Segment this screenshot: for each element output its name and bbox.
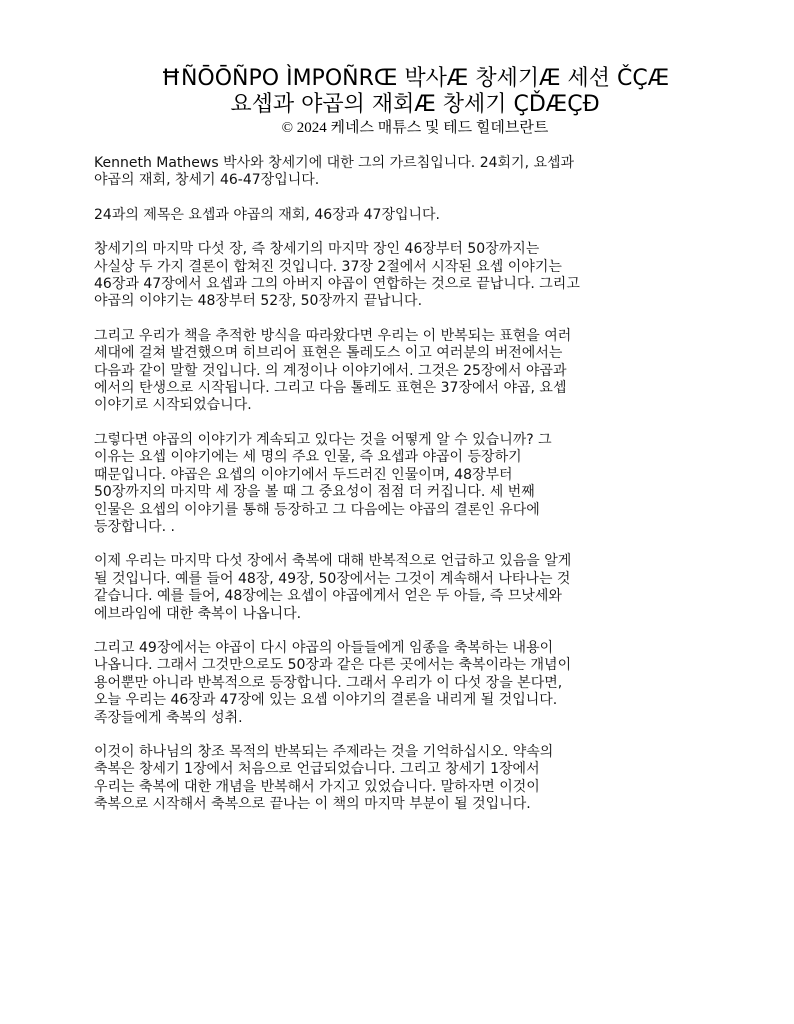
text-line: 우리는 축복에 대한 개념을 반복해서 가지고 있었습니다. 말하자면 이것이	[94, 778, 540, 795]
text-line: 때문입니다. 야곱은 요셉의 이야기에서 두드러진 인물이며, 48장부터	[94, 466, 513, 483]
text-line: 등장합니다. .	[94, 518, 175, 535]
text-line: 사실상 두 가지 결론이 합쳐진 것입니다. 37장 2절에서 시작된 요셉 이야기는	[94, 258, 562, 275]
text-line: 50장까지의 마지막 세 장을 볼 때 그 중요성이 점점 더 커집니다. 세 번째	[94, 484, 535, 501]
text-line: 이유는 요셉 이야기에는 세 명의 주요 인물, 즉 요셉과 야곱이 등장하기	[94, 449, 522, 466]
text-line: 같습니다. 예를 들어, 48장에는 요셉이 야곱에게서 얻은 두 아들, 즉 므낫세와	[94, 588, 562, 605]
text-line: 나옵니다. 그래서 그것만으로도 50장과 같은 다른 곳에서는 축복이라는 개념이	[94, 657, 572, 674]
paragraph-5	[94, 432, 684, 536]
text-line: 에브라임에 대한 축복이 나옵니다.	[94, 605, 302, 622]
text-line: 야곱의 이야기는 48장부터 52장, 50장까지 끝납니다.	[94, 293, 423, 310]
paragraph-7	[94, 640, 684, 727]
paragraph-1	[94, 155, 684, 190]
text-line: 축복은 창세기 1장에서 처음으로 언급되었습니다. 그리고 창세기 1장에서	[94, 761, 540, 778]
text-line: 24과의 제목은 요셉과 야곱의 재회, 46장과 47장입니다.	[94, 206, 440, 223]
paragraph-2	[94, 207, 684, 224]
text-line: 에서의 탄생으로 시작됩니다. 그리고 다음 톨레도 표현은 37장에서 야곱, 요셉	[94, 380, 567, 397]
text-line: 인물은 요셉의 이야기를 통해 등장하고 그 다음에는 야곱의 결론인 유다에	[94, 501, 540, 518]
text-line: 46장과 47장에서 요셉과 그의 아버지 야곱이 연합하는 것으로 끝납니다. 그리고	[94, 276, 580, 293]
document-body	[94, 155, 684, 831]
paragraph-8	[94, 744, 684, 814]
text-line: 그리고 우리가 책을 추적한 방식을 따라왔다면 우리는 이 반복되는 표현을 여러	[94, 327, 572, 344]
document-title-line-2: 요셉과 야곱의 재회Æ 창세기 ÇĎÆÇĐ	[230, 92, 600, 117]
copyright-notice: © 2024 케네스 매튜스 및 테드 힐데브란트	[281, 120, 549, 136]
document-title-line-1: ĦÑŌŌÑPO ÌMPOÑRŒ 박사Æ 창세기Æ 세션 ČÇÆ	[160, 66, 670, 91]
text-line: 이야기로 시작되었습니다.	[94, 397, 252, 414]
text-line: 이것이 하나님의 창조 목적의 반복되는 주제라는 것을 기억하십시오. 약속의	[94, 743, 554, 760]
text-line: 세대에 걸쳐 발견했으며 히브리어 표현은 톨레도스 이고 여러분의 버전에서는	[94, 345, 563, 362]
text-line: 축복으로 시작해서 축복으로 끝나는 이 책의 마지막 부분이 될 것입니다.	[94, 796, 531, 813]
text-line: 다음과 같이 말할 것입니다. 의 계정이나 이야기에서. 그것은 25장에서 야곱과	[94, 362, 567, 379]
text-line: Kenneth Mathews 박사와 창세기에 대한 그의 가르침입니다. 24회기, 요셉과	[94, 155, 575, 171]
text-line: 그렇다면 야곱의 이야기가 계속되고 있다는 것을 어떻게 알 수 있습니까? 그	[94, 431, 552, 448]
text-line: 그리고 49장에서는 야곱이 다시 야곱의 아들들에게 임종을 축복하는 내용이	[94, 639, 554, 656]
paragraph-3	[94, 241, 684, 311]
text-line: 될 것입니다. 예를 들어 48장, 49장, 50장에서는 그것이 계속해서 나타나는 것	[94, 570, 571, 587]
text-line: 용어뿐만 아니라 반복적으로 등장합니다. 그래서 우리가 이 다섯 장을 본다면,	[94, 674, 563, 691]
text-line: 야곱의 재회, 창세기 46-47장입니다.	[94, 172, 320, 189]
text-line: 족장들에게 축복의 성취.	[94, 709, 243, 726]
text-line: 이제 우리는 마지막 다섯 장에서 축복에 대해 반복적으로 언급하고 있음을 알게	[94, 553, 572, 570]
paragraph-4	[94, 328, 684, 415]
text-line: 오늘 우리는 46장과 47장에 있는 요셉 이야기의 결론을 내리게 될 것입니다.	[94, 692, 558, 709]
text-line: 창세기의 마지막 다섯 장, 즉 창세기의 마지막 장인 46장부터 50장까지는	[94, 241, 540, 258]
paragraph-6	[94, 553, 684, 623]
